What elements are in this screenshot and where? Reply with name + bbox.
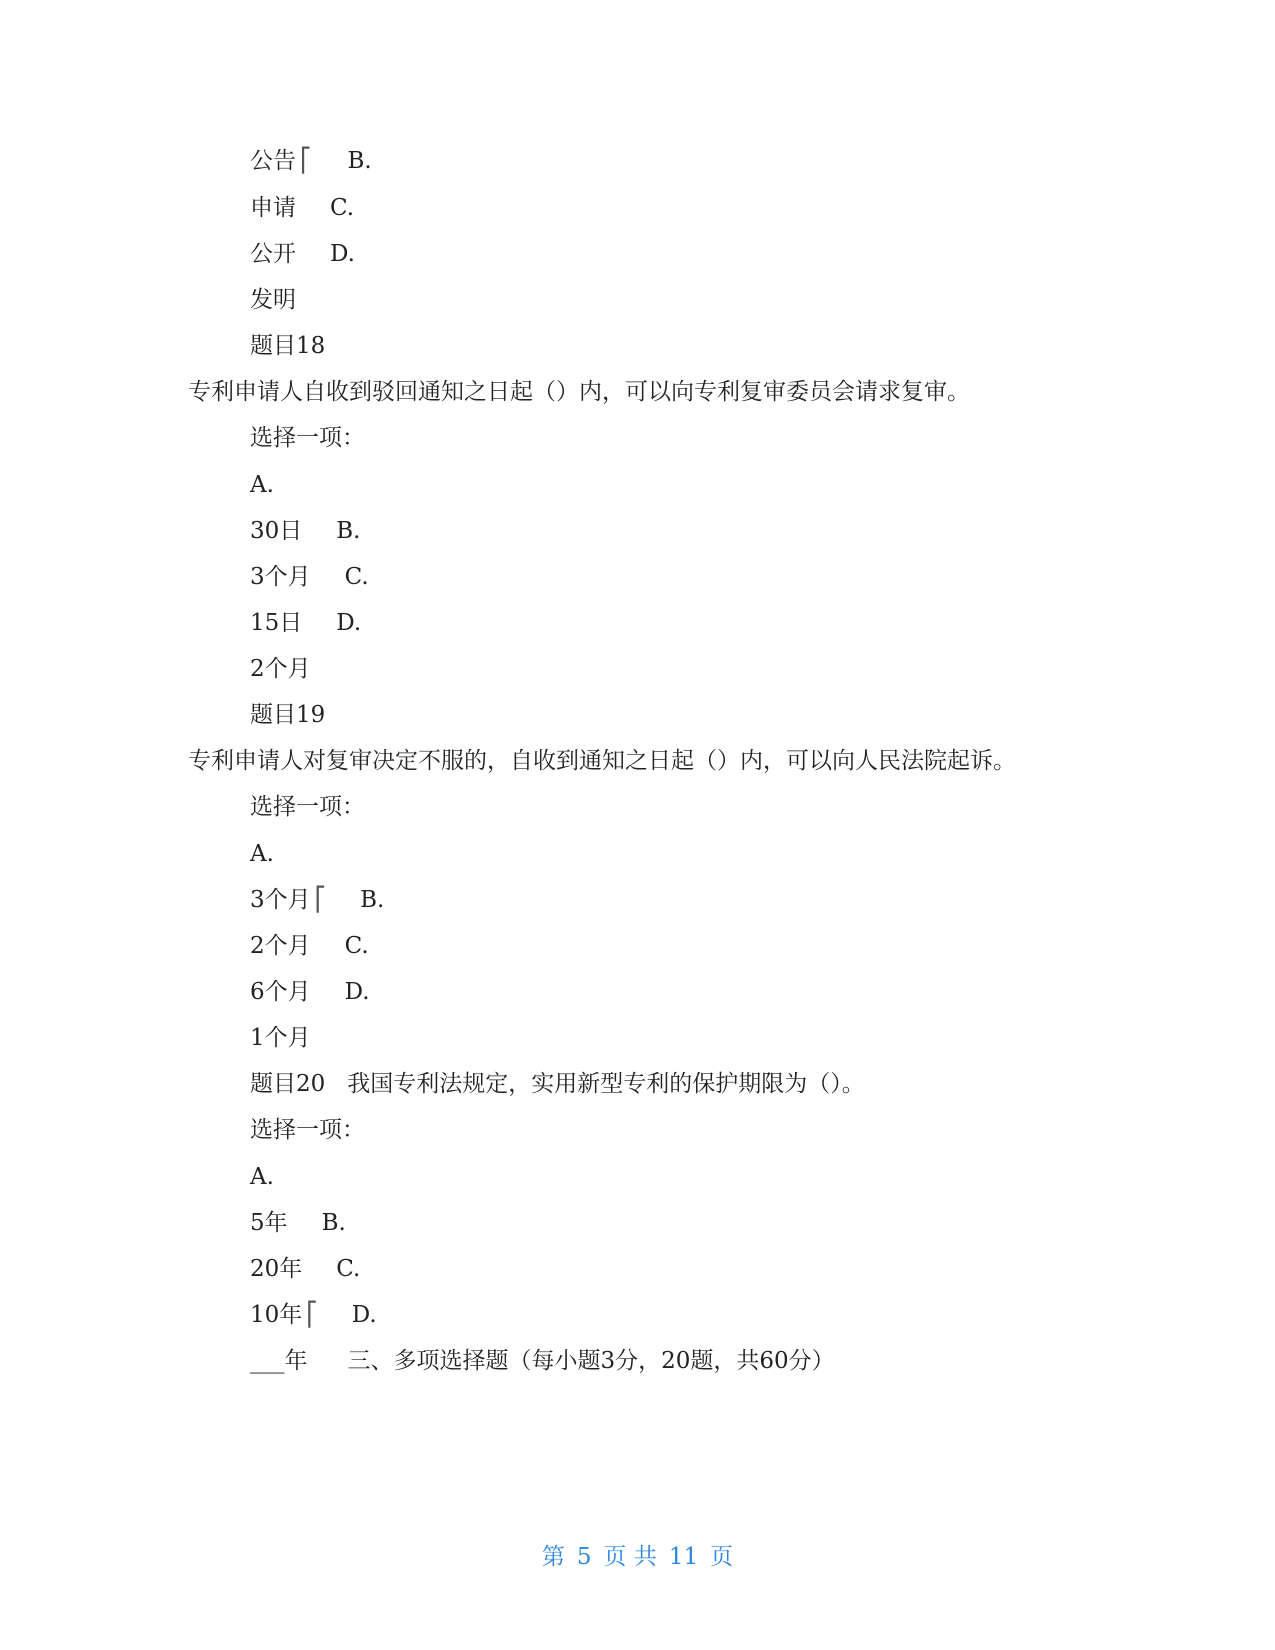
option-text: 5年: [250, 1210, 288, 1236]
choose-one-text: 选择一项：: [250, 425, 365, 451]
text-cursor-icon: ⎡: [300, 148, 312, 174]
option-text: ___年: [250, 1348, 308, 1374]
text-cursor-icon: ⎡: [306, 1302, 318, 1328]
option-line: [250, 516, 361, 546]
question-text: [188, 746, 1016, 776]
option-letter: A.: [250, 841, 274, 867]
option-line: [250, 1300, 377, 1330]
question-number-text: 题目19: [250, 702, 326, 728]
option-line: [250, 977, 370, 1007]
question-number-text: 题目20: [250, 1071, 326, 1097]
option-text: 公告: [250, 148, 296, 174]
option-line: [250, 562, 369, 592]
option-letter: D.: [330, 241, 355, 267]
total-pages-number: 11: [668, 1544, 699, 1570]
option-line: [250, 1162, 274, 1192]
option-text: 10年: [250, 1302, 303, 1328]
option-letter: A.: [250, 472, 274, 498]
option-text: 2个月: [250, 656, 311, 682]
option-text: 30日: [250, 518, 303, 544]
option-text: 公开: [250, 241, 296, 267]
option-letter: D.: [351, 1302, 377, 1328]
option-text: 20年: [250, 1256, 303, 1282]
choose-one-label: [250, 423, 365, 453]
page-footer: [0, 1542, 1275, 1572]
question-line: [250, 1069, 865, 1099]
option-line: [250, 931, 369, 961]
option-letter: C.: [336, 1256, 361, 1282]
question-stem: 专利申请人对复审决定不服的，自收到通知之日起（）内，可以向人民法院起诉。: [188, 748, 1016, 774]
option-letter: B.: [360, 887, 385, 913]
option-text: 3个月: [250, 887, 311, 913]
option-line: [250, 654, 311, 684]
option-line: [250, 193, 354, 223]
question-text: [188, 377, 970, 407]
option-text: 发明: [250, 287, 296, 313]
option-line: [250, 1208, 346, 1238]
option-line: [250, 885, 384, 915]
option-line: [250, 1023, 311, 1053]
option-text: 申请: [250, 195, 296, 221]
current-page-number: 5: [576, 1544, 592, 1570]
option-line: [250, 1254, 360, 1284]
option-letter: A.: [250, 1164, 274, 1190]
option-line: [250, 285, 296, 315]
option-letter: C.: [344, 933, 369, 959]
choose-one-text: 选择一项：: [250, 1117, 365, 1143]
option-letter: C.: [344, 564, 369, 590]
option-letter: C.: [330, 195, 355, 221]
text-cursor-icon: ⎡: [314, 887, 327, 913]
option-letter: B.: [336, 518, 361, 544]
question-number: [250, 331, 325, 361]
option-text: 6个月: [250, 979, 311, 1005]
choose-one-label: [250, 1115, 365, 1145]
option-line: [250, 239, 355, 269]
question-stem: 我国专利法规定，实用新型专利的保护期限为（）。: [347, 1071, 865, 1097]
option-line: [250, 608, 361, 638]
option-line: [250, 470, 274, 500]
section-heading-line: [250, 1346, 835, 1376]
option-text: 15日: [250, 610, 303, 636]
option-letter: B.: [321, 1210, 346, 1236]
option-letter: B.: [347, 148, 372, 174]
option-text: 3个月: [250, 564, 311, 590]
option-letter: D.: [336, 610, 362, 636]
option-text: 2个月: [250, 933, 311, 959]
option-letter: D.: [344, 979, 370, 1005]
option-line: [250, 146, 372, 176]
option-line: [250, 839, 274, 869]
choose-one-text: 选择一项：: [250, 794, 365, 820]
footer-suffix: 页: [710, 1544, 734, 1570]
footer-prefix: 第: [541, 1544, 565, 1570]
section-heading: 三、多项选择题（每小题3分，20题，共60分）: [347, 1348, 835, 1374]
footer-mid: 页 共: [603, 1544, 657, 1570]
choose-one-label: [250, 792, 365, 822]
question-stem: 专利申请人自收到驳回通知之日起（）内，可以向专利复审委员会请求复审。: [188, 379, 970, 405]
question-number-text: 题目18: [250, 333, 326, 359]
question-number: [250, 700, 325, 730]
option-text: 1个月: [250, 1025, 311, 1051]
